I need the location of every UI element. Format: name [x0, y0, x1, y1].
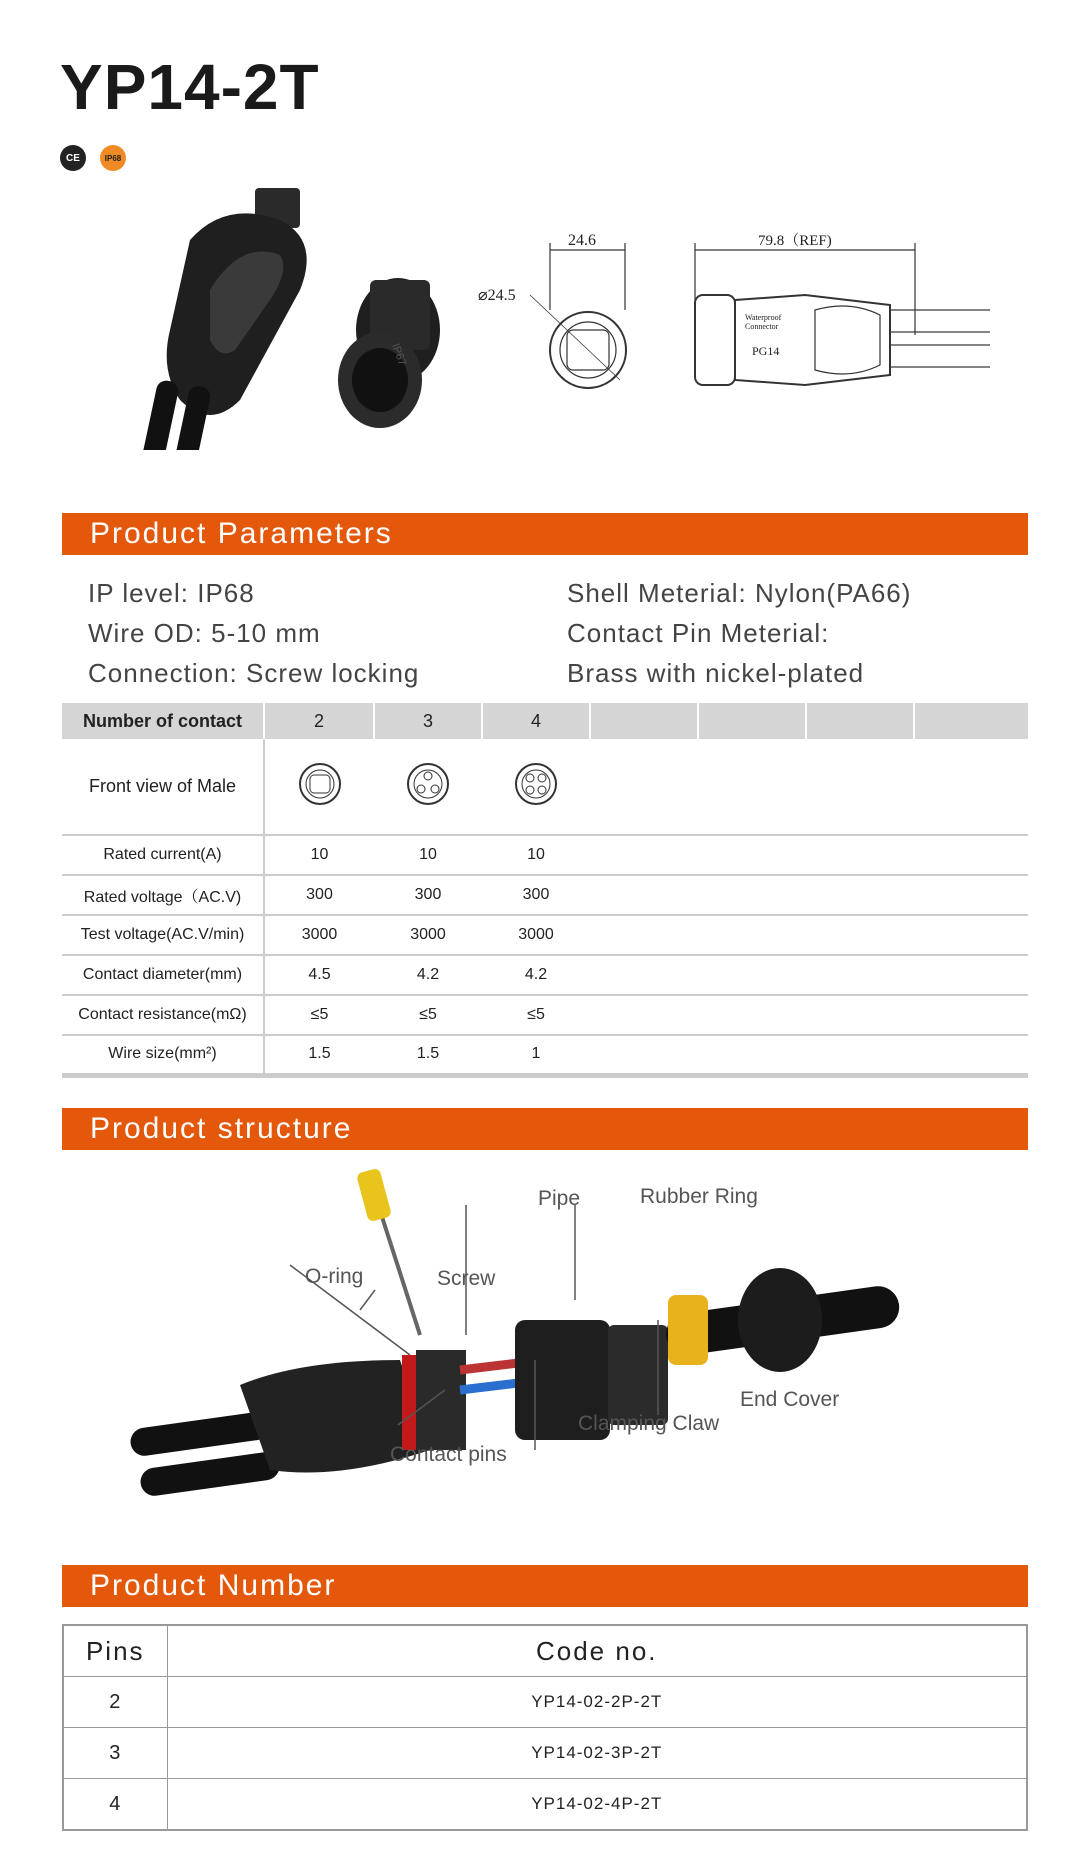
dim-diameter-label: ⌀24.5	[478, 287, 516, 304]
section-product-parameters: Product Parameters	[62, 513, 1028, 555]
connector-body-icon	[140, 188, 307, 450]
param-contact-pin-material: Contact Pin Meterial:	[567, 618, 830, 648]
table-row: 3 YP14-02-3P-2T	[63, 1728, 1027, 1779]
label-end-cover: End Cover	[740, 1388, 840, 1411]
table-row: Wire size(mm²) 1.5 1.5 1	[62, 1035, 1028, 1075]
svg-text:PG14: PG14	[752, 344, 780, 358]
front-view-4pin-icon	[482, 739, 590, 835]
table-header-row: Pins Code no.	[63, 1625, 1027, 1677]
ip68-badge-icon: IP68	[100, 145, 126, 171]
front-view-3pin-icon	[374, 739, 482, 835]
spec-table	[62, 703, 1028, 1078]
table-row: Rated voltage（AC.V) 300 300 300	[62, 875, 1028, 915]
label-pipe: Pipe	[538, 1187, 581, 1210]
spec-header-row: Number of contact 2 3 4	[62, 703, 1028, 739]
end-nut-icon	[338, 278, 440, 428]
param-wire-od: Wire OD: 5-10 mm	[88, 618, 321, 648]
dim-length-label: 79.8（REF)	[758, 233, 832, 249]
front-view-2pin-icon	[264, 739, 374, 835]
page-title: YP14-2T	[60, 51, 320, 123]
label-rubber-ring: Rubber Ring	[640, 1185, 758, 1208]
section-product-structure: Product structure	[62, 1108, 1028, 1150]
svg-text:Connector: Connector	[745, 322, 779, 331]
label-screw: Screw	[437, 1267, 496, 1290]
exploded-structure-diagram	[120, 1160, 940, 1520]
param-connection: Connection: Screw locking	[88, 658, 420, 688]
dim-width-label: 24.6	[568, 232, 596, 249]
table-row: Contact diameter(mm) 4.5 4.2 4.2	[62, 955, 1028, 995]
param-ip-level: IP level: IP68	[88, 578, 255, 608]
ce-badge-icon: CE	[60, 145, 86, 171]
technical-drawings	[470, 225, 990, 405]
table-row: Test voltage(AC.V/min) 3000 3000 3000	[62, 915, 1028, 955]
svg-text:IP67: IP67	[389, 341, 409, 368]
section-product-number: Product Number	[62, 1565, 1028, 1607]
connector-photo	[130, 180, 450, 450]
spec-front-view-row: Front view of Male	[62, 739, 1028, 835]
product-number-table	[62, 1624, 1028, 1831]
param-shell-material: Shell Meterial: Nylon(PA66)	[567, 578, 912, 608]
table-row: Contact resistance(mΩ) ≤5 ≤5 ≤5	[62, 995, 1028, 1035]
table-row: 2 YP14-02-2P-2T	[63, 1677, 1027, 1728]
svg-text:Waterproof: Waterproof	[745, 313, 782, 322]
label-contact-pins: Contact pins	[390, 1443, 507, 1466]
table-row: Rated current(A) 10 10 10	[62, 835, 1028, 875]
table-row: 4 YP14-02-4P-2T	[63, 1779, 1027, 1831]
label-o-ring: O-ring	[305, 1265, 364, 1288]
label-clamping-claw: Clamping Claw	[578, 1412, 720, 1435]
param-contact-pin-material-value: Brass with nickel-plated	[567, 658, 865, 688]
